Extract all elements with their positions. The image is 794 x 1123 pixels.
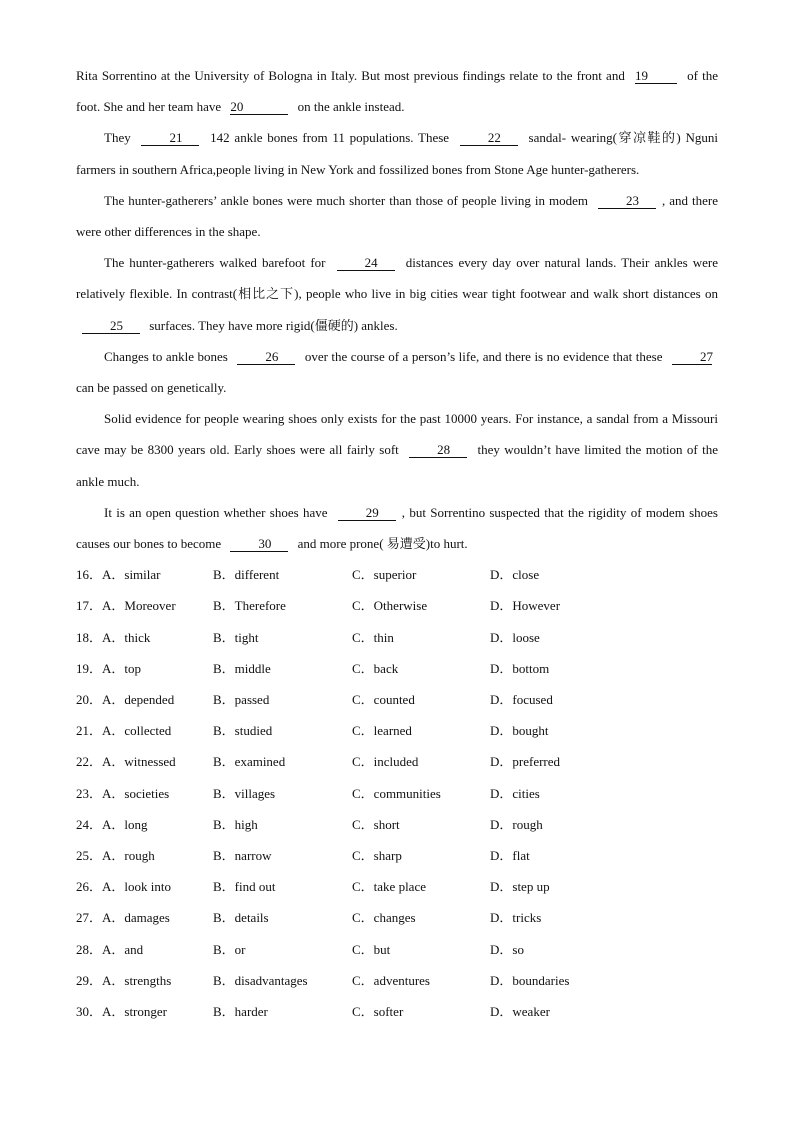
passage-text: It is an open question whether shoes have bbox=[104, 504, 332, 520]
option-b[interactable]: B．examined bbox=[213, 754, 286, 770]
option-a[interactable]: A．long bbox=[102, 816, 148, 832]
question-number: 21． bbox=[76, 723, 103, 739]
option-c[interactable]: C．short bbox=[352, 816, 400, 832]
option-d[interactable]: D．preferred bbox=[490, 754, 561, 770]
option-a[interactable]: A．look into bbox=[102, 879, 171, 895]
passage-text: , and there were other differences in the shape. bbox=[76, 192, 718, 240]
option-b[interactable]: B．details bbox=[213, 910, 269, 926]
passage-text: on the ankle instead. bbox=[294, 99, 405, 115]
option-a[interactable]: A．top bbox=[102, 660, 142, 676]
option-c[interactable]: C．take place bbox=[352, 879, 426, 895]
option-d[interactable]: D．loose bbox=[490, 629, 540, 645]
option-d[interactable]: D．boundaries bbox=[490, 972, 570, 988]
option-b[interactable]: B．tight bbox=[213, 629, 259, 645]
option-a[interactable]: A．witnessed bbox=[102, 754, 176, 770]
question-row bbox=[76, 996, 718, 1027]
option-b[interactable]: B．disadvantages bbox=[213, 972, 308, 988]
question-number: 16． bbox=[76, 567, 103, 583]
option-a[interactable]: A．stronger bbox=[102, 1003, 167, 1019]
cloze-passage bbox=[76, 60, 718, 559]
passage-paragraph bbox=[76, 341, 718, 403]
option-c[interactable]: C．included bbox=[352, 754, 419, 770]
option-a[interactable]: A．Moreover bbox=[102, 598, 176, 614]
passage-paragraph bbox=[76, 122, 718, 184]
option-d[interactable]: D．step up bbox=[490, 879, 550, 895]
option-b[interactable]: B．or bbox=[213, 941, 246, 957]
passage-paragraph bbox=[76, 185, 718, 247]
option-d[interactable]: D．However bbox=[490, 598, 561, 614]
passage-text: sandal- wearing(穿凉鞋的) Nguni farmers in southern Africa,people living in New York and fossilized bones from Stone Age hunter-gatherers. bbox=[76, 130, 718, 177]
option-b[interactable]: B．narrow bbox=[213, 847, 272, 863]
option-c[interactable]: C．sharp bbox=[352, 847, 402, 863]
option-c[interactable]: C．superior bbox=[352, 567, 417, 583]
passage-text: Solid evidence for people wearing shoes only exists for the past 10000 years. For instance, a sandal from a Missouri cave may be 8300 years old. Early shoes were all fairly soft bbox=[76, 411, 718, 458]
blank-19[interactable]: 19 bbox=[635, 69, 677, 84]
option-b[interactable]: B．villages bbox=[213, 785, 276, 801]
passage-text: , but Sorrentino suspected that the rigidity of modem shoes causes our bones to become bbox=[76, 504, 718, 552]
option-c[interactable]: C．learned bbox=[352, 723, 412, 739]
question-number: 23． bbox=[76, 785, 103, 801]
blank-29[interactable]: 29 bbox=[338, 506, 396, 521]
option-d[interactable]: D．tricks bbox=[490, 910, 542, 926]
question-row bbox=[76, 590, 718, 621]
question-row bbox=[76, 746, 718, 777]
question-row bbox=[76, 809, 718, 840]
option-c[interactable]: C．thin bbox=[352, 629, 394, 645]
passage-paragraph bbox=[76, 403, 718, 497]
option-d[interactable]: D．bottom bbox=[490, 660, 550, 676]
option-b[interactable]: B．harder bbox=[213, 1003, 268, 1019]
question-row bbox=[76, 871, 718, 902]
option-c[interactable]: C．back bbox=[352, 660, 399, 676]
blank-21[interactable]: 21 bbox=[141, 131, 199, 146]
question-row bbox=[76, 934, 718, 965]
option-b[interactable]: B．studied bbox=[213, 723, 273, 739]
blank-22[interactable]: 22 bbox=[460, 131, 518, 146]
question-row bbox=[76, 622, 718, 653]
option-c[interactable]: C．but bbox=[352, 941, 391, 957]
option-a[interactable]: A．rough bbox=[102, 847, 155, 863]
question-number: 24． bbox=[76, 816, 103, 832]
passage-text: Changes to ankle bones bbox=[104, 348, 232, 364]
passage-text: They bbox=[104, 130, 136, 146]
question-number: 29． bbox=[76, 972, 103, 988]
blank-26[interactable]: 26 bbox=[237, 350, 295, 365]
blank-27[interactable]: 27 bbox=[672, 350, 712, 365]
passage-text: Rita Sorrentino at the University of Bologna in Italy. But most previous findings relate to the front and bbox=[76, 68, 629, 83]
option-c[interactable]: C．counted bbox=[352, 692, 415, 707]
question-row bbox=[76, 902, 718, 933]
option-c[interactable]: C．communities bbox=[352, 785, 441, 801]
exam-page bbox=[76, 60, 718, 1027]
option-a[interactable]: A．collected bbox=[102, 723, 172, 739]
option-c[interactable]: C．adventures bbox=[352, 972, 430, 988]
passage-text: they wouldn’t have limited the motion of the ankle much. bbox=[76, 442, 718, 489]
option-a[interactable]: A．similar bbox=[102, 567, 161, 583]
passage-text: The hunter-gatherers walked barefoot for bbox=[104, 255, 331, 271]
passage-text: of the foot. She and her team have bbox=[76, 68, 718, 115]
passage-text: distances every day over natural lands. Their ankles were relatively flexible. In contrast(相比之下), people who live in big cities wear tight footwear and walk short distances on bbox=[76, 255, 719, 302]
option-d[interactable]: D．close bbox=[490, 567, 540, 583]
option-b[interactable]: B．high bbox=[213, 816, 258, 832]
option-d[interactable]: D．flat bbox=[490, 847, 530, 863]
question-number: 20． bbox=[76, 692, 103, 707]
passage-text: can be passed on genetically. bbox=[76, 380, 227, 396]
option-b[interactable]: B．different bbox=[213, 567, 280, 583]
option-a[interactable]: A．depended bbox=[102, 692, 175, 707]
passage-paragraph bbox=[76, 247, 718, 341]
question-row bbox=[76, 965, 718, 996]
options-list bbox=[76, 559, 718, 1027]
option-d[interactable]: D．cities bbox=[490, 785, 540, 801]
question-number: 18． bbox=[76, 629, 103, 645]
option-a[interactable]: A．damages bbox=[102, 910, 170, 926]
question-row bbox=[76, 684, 718, 715]
blank-23[interactable]: 23 bbox=[598, 194, 656, 209]
question-row bbox=[76, 778, 718, 809]
passage-text: over the course of a person’s life, and there is no evidence that these bbox=[301, 348, 666, 364]
option-a[interactable]: A．thick bbox=[102, 629, 151, 645]
option-b[interactable]: B．middle bbox=[213, 660, 271, 676]
option-d[interactable]: D．focused bbox=[490, 692, 553, 707]
question-row bbox=[76, 840, 718, 871]
option-d[interactable]: D．rough bbox=[490, 816, 543, 832]
passage-text: 142 ankle bones from 11 populations. These bbox=[205, 130, 454, 146]
option-b[interactable]: B．Therefore bbox=[213, 598, 286, 614]
blank-30[interactable]: 30 bbox=[230, 537, 288, 552]
question-row bbox=[76, 653, 718, 684]
passage-paragraph bbox=[76, 60, 718, 122]
option-d[interactable]: D．so bbox=[490, 941, 524, 957]
option-c[interactable]: C．changes bbox=[352, 910, 416, 926]
option-c[interactable]: C．softer bbox=[352, 1003, 404, 1019]
question-row bbox=[76, 559, 718, 590]
question-number: 30． bbox=[76, 1003, 103, 1019]
question-number: 17． bbox=[76, 598, 103, 614]
blank-25[interactable]: 25 bbox=[82, 319, 140, 334]
option-a[interactable]: A．societies bbox=[102, 785, 170, 801]
question-number: 19． bbox=[76, 660, 103, 676]
passage-text: surfaces. They have more rigid(僵硬的) ankles. bbox=[146, 317, 398, 333]
passage-text: and more prone( 易遭受)to hurt. bbox=[294, 536, 468, 552]
option-a[interactable]: A．strengths bbox=[102, 972, 172, 988]
blank-28[interactable]: 28 bbox=[409, 443, 467, 458]
option-d[interactable]: D．bought bbox=[490, 723, 549, 739]
question-row bbox=[76, 715, 718, 746]
question-number: 28． bbox=[76, 941, 103, 957]
passage-paragraph bbox=[76, 497, 718, 559]
passage-text: The hunter-gatherers’ ankle bones were much shorter than those of people living in modem bbox=[104, 192, 592, 208]
option-b[interactable]: B．passed bbox=[213, 692, 270, 707]
option-a[interactable]: A．and bbox=[102, 941, 144, 957]
option-d[interactable]: D．weaker bbox=[490, 1003, 550, 1019]
question-number: 22． bbox=[76, 754, 103, 770]
question-number: 27． bbox=[76, 910, 103, 926]
question-number: 26． bbox=[76, 879, 103, 895]
blank-24[interactable]: 24 bbox=[337, 256, 395, 271]
option-b[interactable]: B．find out bbox=[213, 879, 276, 895]
question-number: 25． bbox=[76, 847, 103, 863]
blank-20[interactable]: 20 bbox=[230, 100, 288, 115]
option-c[interactable]: C．Otherwise bbox=[352, 598, 428, 614]
